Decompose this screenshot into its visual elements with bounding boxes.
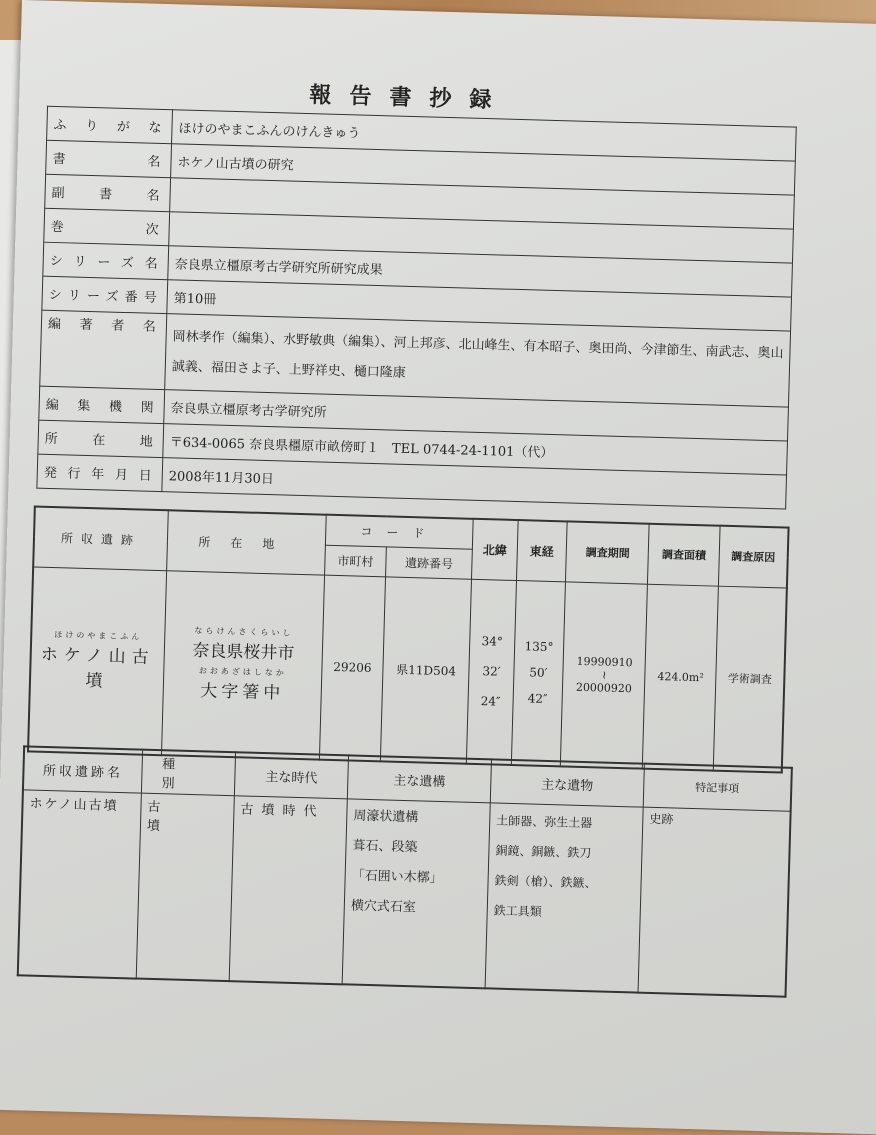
site-number: 県11D504 (380, 576, 472, 763)
page-title: 報告書抄録 (309, 82, 510, 114)
header-code: コード (325, 515, 473, 549)
deg: 135° (524, 639, 554, 655)
label: 巻次 (44, 208, 170, 245)
loc1: 奈良県桜井市 (192, 641, 295, 665)
feature: 横穴式石室 (350, 898, 417, 916)
value: 奈良県立橿原考古学研究所 (164, 390, 789, 441)
label: 編著者名 (40, 310, 167, 389)
header-site: 所収遺跡 (33, 507, 168, 571)
era: 古墳時代 (229, 796, 347, 984)
value: 奈良県立橿原考古学研究所研究成果 (168, 246, 793, 297)
end: 20000920 (575, 680, 633, 696)
feature-row (18, 790, 791, 996)
label: 発行年月日 (37, 454, 163, 491)
summary-table (36, 106, 796, 510)
value: 岡林孝作（編集）、水野敏典（編集）、河上邦彦、北山峰生、有本昭子、奥田尚、今津節生、南武志、奥山誠義、福田さよ子、上野祥史、樋口隆康 (165, 314, 791, 407)
site-type: 古墳 (136, 793, 234, 981)
header-lon: 東経 (516, 520, 567, 581)
label: シリーズ番号 (42, 276, 168, 313)
value: ほけのやまこふんのけんきゅう (172, 110, 797, 161)
longitude (511, 580, 566, 766)
header-site-number: 遺跡番号 (385, 546, 472, 578)
header-type: 種別 (141, 750, 235, 796)
municipality-code: 29206 (319, 575, 385, 762)
ruby: ほけのやまこふん (54, 629, 143, 642)
site-table (27, 506, 790, 774)
artifact: 土師器、弥生土器 (496, 813, 593, 831)
loc2: 大字箸中 (199, 681, 285, 704)
artifact: 鉄工具類 (493, 903, 542, 919)
label: 所在地 (38, 420, 164, 457)
header-area: 調査面積 (648, 524, 720, 586)
site-row (28, 567, 787, 773)
label: 書名 (46, 140, 172, 177)
site-name (28, 567, 167, 756)
latitude (467, 579, 516, 765)
artifact: 鉄剣（槍）、鉄鏃、 (494, 873, 597, 891)
label: 編集機関 (39, 386, 165, 423)
min: 50′ (529, 665, 548, 681)
feature: 周濠状遺構 (353, 808, 419, 826)
sep: ≀ (602, 668, 607, 682)
site-location (161, 570, 324, 759)
artifacts (485, 803, 643, 992)
header-period: 調査期間 (566, 521, 650, 583)
header-notes: 特記事項 (643, 764, 792, 812)
label: シリーズ名 (43, 242, 169, 279)
value: 〒634-0065 奈良県橿原市畝傍町１ TEL 0744-24-1101（代） (163, 424, 788, 475)
site-text: ホケノ山古墳 (40, 644, 155, 692)
feature-table (17, 745, 793, 997)
label: 副書名 (45, 174, 171, 211)
sec: 24″ (480, 694, 501, 709)
value: 第10冊 (167, 280, 792, 331)
feature: 葺石、段築 (352, 838, 418, 856)
sec: 42″ (527, 691, 548, 707)
header-municipality: 市町村 (325, 545, 387, 577)
survey-period (561, 581, 648, 768)
header-location: 所在地 (167, 510, 327, 574)
header-reason: 調査原因 (718, 526, 788, 588)
artifact: 銅鏡、銅鏃、鉄刀 (495, 843, 592, 861)
min: 32′ (482, 664, 501, 679)
features (342, 799, 490, 988)
survey-area: 424.0m² (643, 584, 719, 771)
header-site: 所収遺跡名 (23, 746, 143, 793)
header-features: 主な遺構 (347, 755, 491, 802)
ruby: おおあざはしなか (198, 666, 287, 678)
start: 19990910 (576, 654, 633, 670)
deg: 34° (481, 634, 504, 649)
value: 2008年11月30日 (162, 458, 787, 509)
site-name: ホケノ山古墳 (18, 790, 142, 978)
header-artifacts: 主な遺物 (490, 759, 644, 807)
survey-reason: 学術調査 (713, 586, 787, 773)
notes: 史跡 (638, 807, 791, 996)
header-lat: 北緯 (472, 519, 518, 580)
ruby: ならけんさくらいし (194, 626, 294, 639)
label: ふりがな (47, 106, 173, 143)
value: ホケノ山古墳の研究 (171, 144, 796, 195)
header-era: 主な時代 (234, 752, 348, 799)
feature: 「石囲い木槨」 (351, 868, 443, 887)
